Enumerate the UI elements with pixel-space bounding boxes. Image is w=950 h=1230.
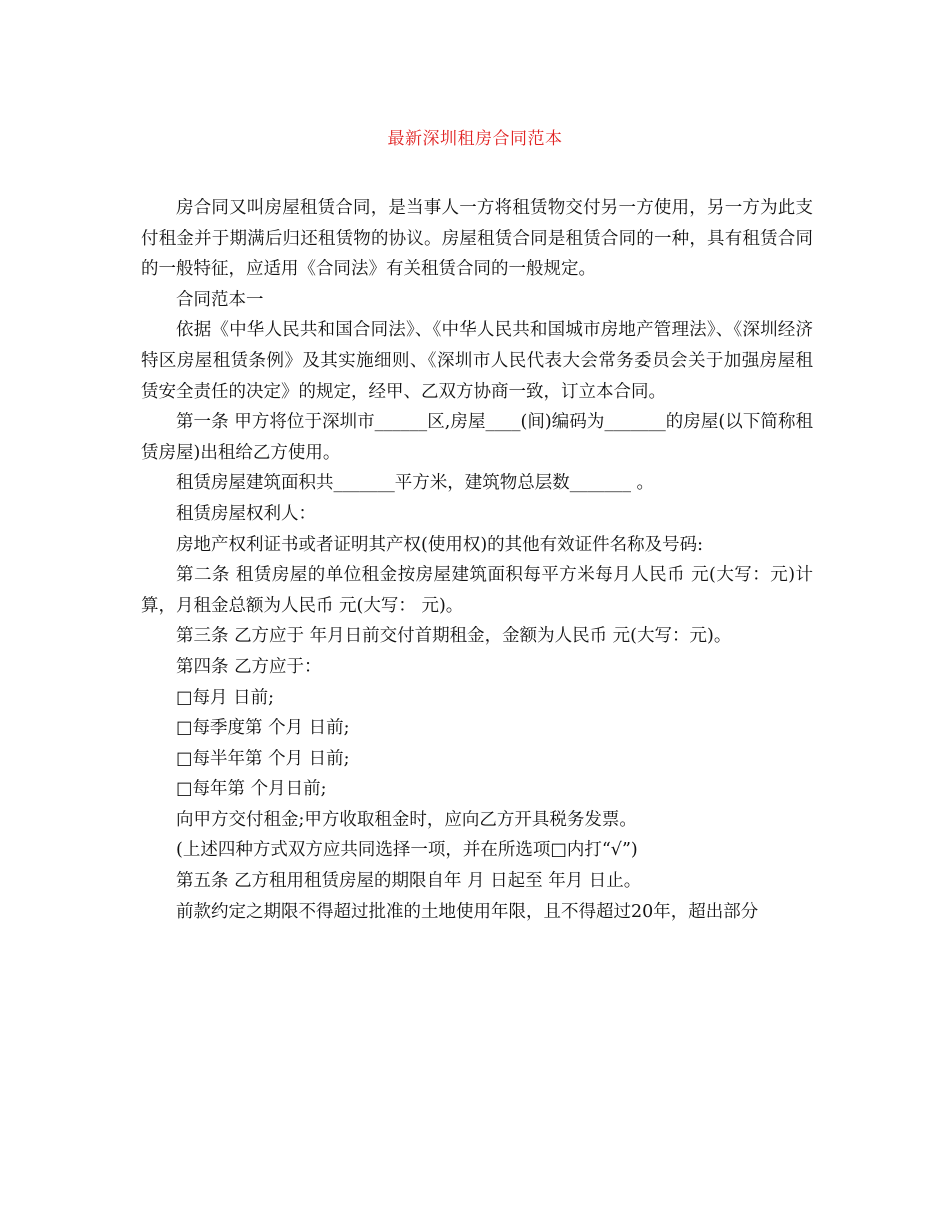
paragraph-owner: 租赁房屋权利人：	[176, 503, 316, 524]
option-quarterly: □每季度第 个月 日前;	[176, 718, 350, 739]
paragraph-intro: 房合同又叫房屋租赁合同，是当事人一方将租赁物交付另一方使用，另一方为此支付租金并于期满后归还租赁物的协议。房屋租赁合同是租赁合同的一种，具有租赁合同的一般特征，应适用《合同法》有关租赁合同的一般规定。	[141, 198, 813, 280]
option-yearly: □每年第 个月日前;	[176, 779, 327, 800]
paragraph-payment-invoice: 向甲方交付租金;甲方收取租金时，应向乙方开具税务发票。	[176, 809, 637, 830]
paragraph-article-5: 第五条 乙方租用租赁房屋的期限自年 月 日起至 年月 日止。	[176, 871, 642, 892]
document-body	[141, 193, 813, 927]
paragraph-floor-area: 租赁房屋建筑面积共_______平方米，建筑物总层数_______ 。	[176, 473, 655, 494]
document-title: 最新深圳租房合同范本	[387, 129, 563, 149]
paragraph-article-2: 第二条 租赁房屋的单位租金按房屋建筑面积每平方米每月人民币 元(大写：元)计算，月租金总额为人民币 元(大写： 元)。	[141, 565, 813, 616]
paragraph-article-1: 第一条 甲方将位于深圳市______区,房屋____(间)编码为_______的房屋(以下简称租赁房屋)出租给乙方使用。	[141, 412, 813, 463]
paragraph-term-limit: 前款约定之期限不得超过批准的土地使用年限，且不得超过20年，超出部分	[176, 901, 759, 922]
paragraph-choice-note: (上述四种方式双方应共同选择一项，并在所选项□内打“√”)	[176, 840, 638, 861]
paragraph-article-4: 第四条 乙方应于：	[176, 656, 322, 677]
paragraph-template-heading: 合同范本一	[176, 289, 264, 310]
paragraph-certificate: 房地产权利证书或者证明其产权(使用权)的其他有效证件名称及号码:	[176, 534, 704, 555]
option-monthly: □每月 日前;	[176, 687, 274, 708]
option-half-yearly: □每半年第 个月 日前;	[176, 748, 350, 769]
paragraph-legal-basis: 依据《中华人民共和国合同法》、《中华人民共和国城市房地产管理法》、《深圳经济特区房屋租赁条例》及其实施细则、《深圳市人民代表大会常务委员会关于加强房屋租赁安全责任的决定》的规定，经甲、乙双方协商一致，订立本合同。	[141, 320, 813, 402]
paragraph-article-3: 第三条 乙方应于 年月日前交付首期租金，金额为人民币 元(大写：元)。	[176, 626, 732, 647]
